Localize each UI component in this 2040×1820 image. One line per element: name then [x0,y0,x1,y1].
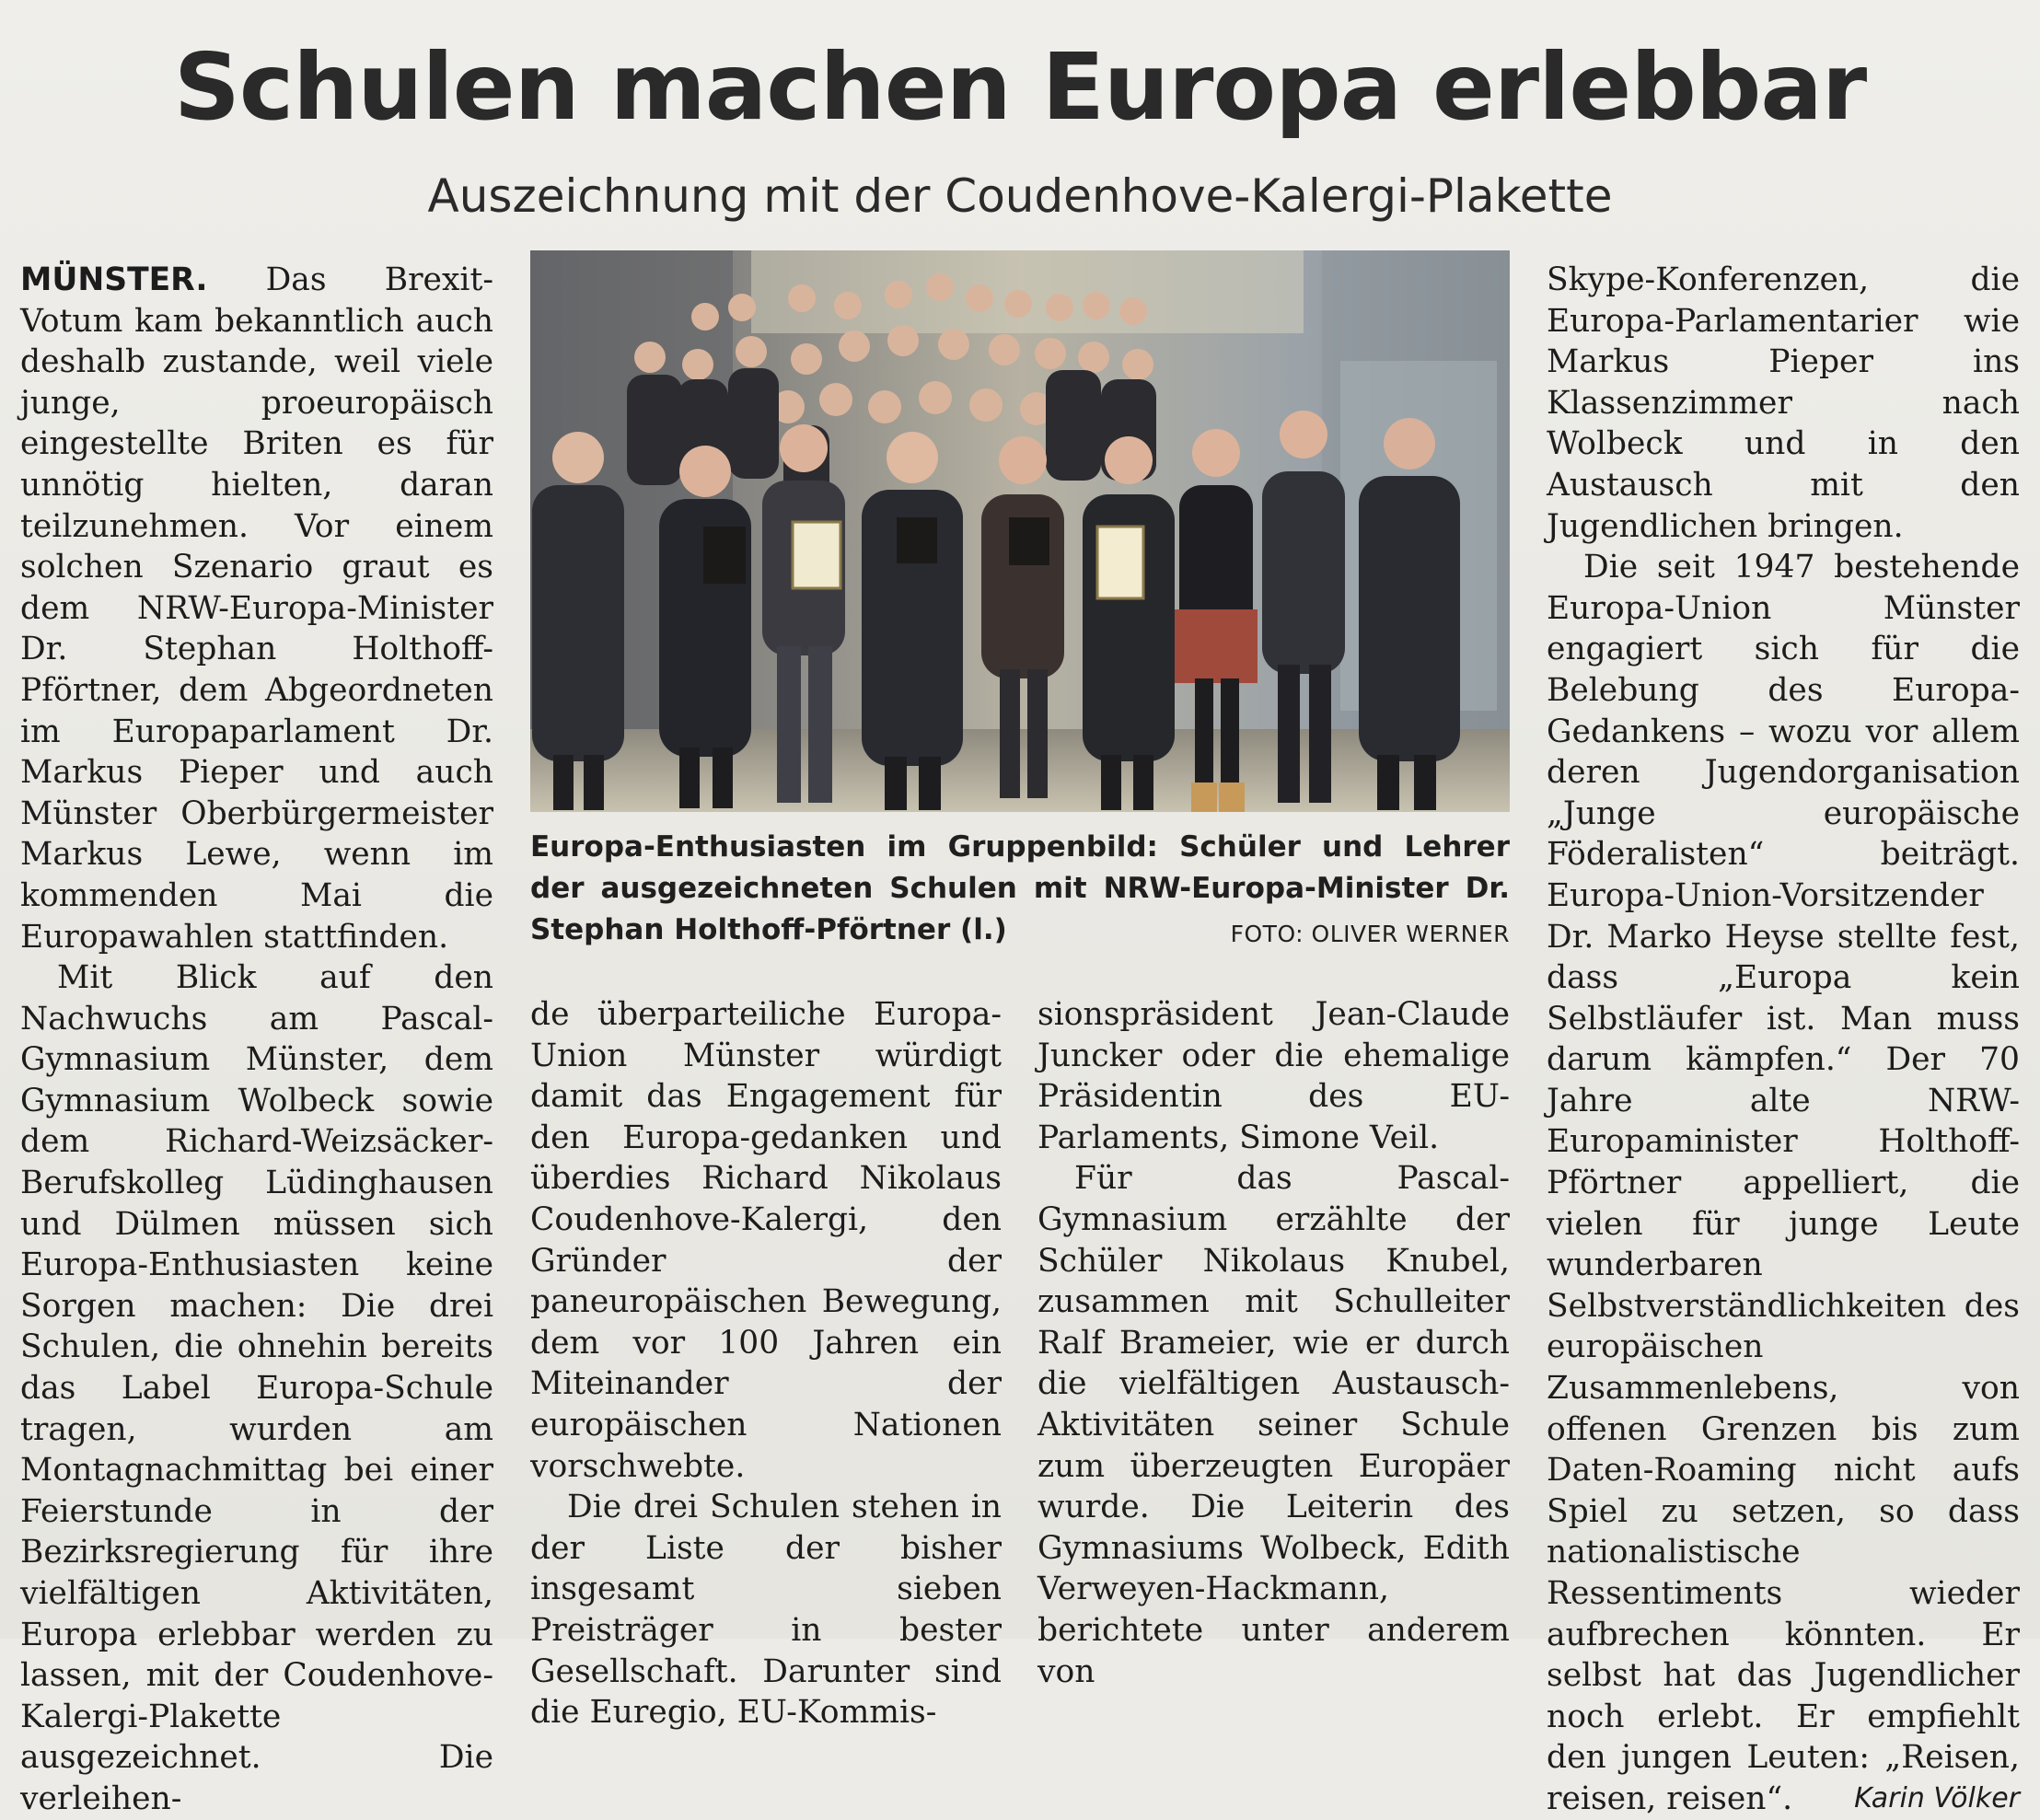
subheadline: Auszeichnung mit der Coudenhove-Kalergi-Plakette [427,169,1613,223]
photo-credit: FOTO: OLIVER WERNER [1230,921,1510,947]
paragraph-text: Die seit 1947 bestehende Europa-Union Münster engagiert sich für die Belebung des Europa-Gedankens – wozu vor allem deren Jugendorganisation „Junge europäische Föderalisten“ beiträgt. Europa-Union-Vorsitzender Dr. Marko Heyse stellte fest, dass „Europa kein Selbstläufer ist. Man muss darum kämpfen.“ Der 70 Jahre alte NRW-Europaminister Holthoff-Pförtner appelliert, die vielen für junge Leute wunderbaren Selbstverständlichkeiten des europäischen Zusammenlebens, von offenen Grenzen bis zum Daten-Roaming nicht aufs Spiel zu setzen, so dass nationalistische Ressentiments wieder aufbrechen könnten. Er selbst hat das Jugendlicher noch erlebt. Er empfiehlt den jungen Leuten: „Reisen, reisen, reisen“. [1547,549,2020,1817]
column-3 [1037,994,1510,1690]
paragraph: Für das Pascal-Gymnasium erzählte der Schüler Nikolaus Knubel, zusammen mit Schulleiter Ralf Brameier, wie er durch die vielfältigen Austausch-Aktivitäten seiner Schule zum überzeugten Europäer wurde. Die Leiterin des Gymnasiums Wolbeck, Edith Verweyen-Hackmann, berichtete unter anderem von [1037,1160,1510,1690]
column-2 [530,994,1002,1732]
paragraph: Mit Blick auf den Nachwuchs am Pascal-Gymnasium Münster, dem Gymnasium Wolbeck sowie dem Richard-Weizsäcker-Berufskolleg Lüdinghausen und Dülmen müssen sich Europa-Enthusiasten keine Sorgen machen: Die drei Schulen, die ohnehin bereits das Label Europa-Schule tragen, wurden am Montagnachmittag bei einer Feierstunde in der Bezirksregierung für ihre vielfältigen Aktivitäten, Europa erlebbar werden zu lassen, mit der Coudenhove-Kalergi-Plakette ausgezeichnet. Die verleihen- [20,959,493,1817]
paragraph-text: Das Brexit-Votum kam bekanntlich auch deshalb zustande, weil viele junge, proeuropäisch eingestellte Briten es für unnötig hielten, daran teilzunehmen. Vor einem solchen Szenario graut es dem NRW-Europa-Minister Dr. Stephan Holthoff-Pförtner, dem Abgeordneten im Europaparlament Dr. Markus Pieper und auch Münster Oberbürgermeister Markus Lewe, wenn im kommenden Mai die Europawahlen stattfinden. [20,261,493,956]
dateline: MÜNSTER. [20,261,208,298]
column-4 [1547,260,2020,1817]
paragraph [1547,547,2020,1819]
photo-caption [530,827,1510,955]
paragraph [20,260,493,957]
caption-text: Europa-Enthusiasten im Gruppenbild: Schüler und Lehrer der ausgezeichneten Schulen mit NRW-Europa-Minister Dr. Stephan Holthoff-Pförtner (l.) [530,830,1510,946]
column-1 [20,260,493,1817]
paragraph: de überparteiliche Europa-Union Münster würdigt damit das Engagement für den Europa-gedanken und überdies Richard Nikolaus Coudenhove-Kalergi, den Gründer der paneuropäischen Bewegung, dem vor 100 Jahren ein Miteinander der europäischen Nationen vorschwebte. [530,996,1002,1485]
group-photo [530,250,1510,812]
paragraph: Skype-Konferenzen, die Europa-Parlamentarier wie Markus Pieper ins Klassenzimmer nach Wolbeck und in den Austausch mit den Jugendlichen bringen. [1547,261,2020,545]
paragraph: Die drei Schulen stehen in der Liste der bisher insgesamt sieben Preisträger in bester Gesellschaft. Darunter sind die Euregio, EU-Kommis- [530,1489,1002,1732]
headline: Schulen machen Europa erlebbar [173,33,1867,141]
paragraph: sionspräsident Jean-Claude Juncker oder die ehemalige Präsidentin des EU-Parlaments, Simone Veil. [1037,996,1510,1156]
author-byline: Karin Völker [1854,1781,2020,1814]
